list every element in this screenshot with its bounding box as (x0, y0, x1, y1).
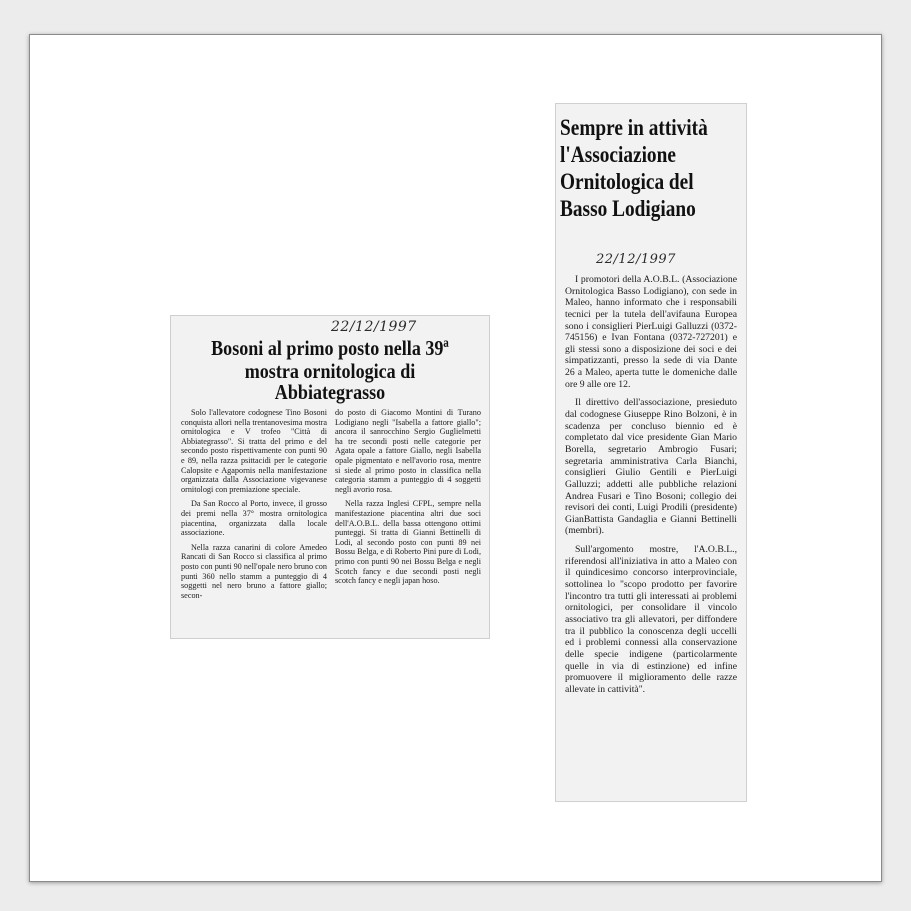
article-paragraph: I promotori della A.O.B.L. (Associazione Ornitologica Basso Lodigiano), con sede in Maleo, hanno informato che i responsabili tecnici per la tutela dell'avifauna Europea sono i consiglieri PierLuigi Galluzzi (0372-745156) e Ivan Fontana (0372-727201) e gli stessi sono a disposizione dei soci e dei simpatizzanti, presso la sede di via Dante 26 a Maleo, aperta tutte le domeniche dalle ore 9 alle ore 12. (565, 274, 737, 390)
article-paragraph: Da San Rocco al Porto, invece, il grosso dei premi nella 37° mostra ornitologica piacentina, organizzata dalla locale associazione. (181, 499, 327, 538)
headline-line: Ornitologica del (560, 169, 694, 195)
headline-line: Basso Lodigiano (560, 196, 696, 222)
headline-line: l'Associazione (560, 142, 676, 168)
clipping-headline (560, 114, 745, 223)
article-paragraph: Il direttivo dell'associazione, presieduto dal codognese Giuseppe Rino Bolzoni, è in scadenza per concluso biennio ed è completato dal vice presidente Gian Mario Borella, segretario Ambrogio Fusari; segretaria amministrativa Carla Bianchi, consiglieri Giulio Gentili e PierLuigi Galluzzi; addetti alle pubbliche relazioni Andrea Fusari e Tino Bosoni; collegio dei revisori dei conti, Luigi Prodili (presidente) GianBattista Gandaglia e Gianni Bettinelli (membri). (565, 397, 737, 537)
newspaper-clipping-bosoni (170, 315, 490, 639)
article-paragraph: Solo l'allevatore codognese Tino Bosoni conquista allori nella trentanovesima mostra ornitologica e V trofeo "Città di Abbiategrasso". Si tratta del primo e del secondo posto rispettivamente con punti 90 e 89, nella razza psittacidi per le categorie Calopsite e Agapornis nella manifestazione organizzata dalla Associazione vigevanese ornitologi con premiazione speciale. (181, 408, 327, 494)
scanned-page (29, 34, 882, 882)
article-paragraph: Nella razza canarini di colore Amedeo Rancati di San Rocco si classifica al primo posto con punti 90 nell'opale nero bruno con punti 360 nello stamm a punteggio di 4 soggetti nel nero bruno a fattore giallo; secon- (181, 542, 327, 600)
handwritten-date: 22/12/1997 (596, 252, 676, 267)
handwritten-date: 22/12/1997 (331, 319, 417, 335)
article-paragraph: Sull'argomento mostre, l'A.O.B.L., riferendosi all'iniziativa in atto a Maleo con il quindicesimo concorso interprovinciale, sottolinea lo "scopo prodotto per favorire l'incontro tra tutti gli interessati ai problemi ornitologici, per consolidare il vincolo associativo tra gli allevatori, per diffondere tra il pubblico la conoscenza degli uccelli ed i problemi connessi alla conservazione delle specie indigene (particolarmente quelle in via di estinzione) ed infine promuovere il miglioramento delle razze allevate in cattività". (565, 544, 737, 695)
clipping-headline (193, 338, 466, 405)
headline-line: mostra ornitologica di Abbiategrasso (244, 359, 416, 404)
article-column-2 (335, 408, 481, 605)
headline-line: Sempre in attività (560, 115, 708, 140)
article-column-1 (181, 408, 327, 605)
article-columns (181, 408, 481, 605)
newspaper-clipping-aobl (555, 103, 747, 802)
article-paragraph: Nella razza Inglesi CFPL, sempre nella manifestazione piacentina altri due soci dell'A.O.B.L. della bassa ottengono ottimi punteggi. Si tratta di Gianni Bettinelli di Lodi, al secondo posto con punti 89 nei Bossu Belga, e di Roberto Pini pure di Lodi, primo con punti 90 nei Bossu Belga e negli Scotch fancy e due secondi posti negli scotch fancy e negli japan hoso. (335, 499, 481, 586)
headline-line: Bosoni al primo posto nella 39ª (211, 336, 449, 360)
article-paragraph: do posto di Giacomo Montini di Turano Lodigiano negli "Isabella a fattore giallo"; ancora il sanrocchino Sergio Guglielmetti ha tre secondi posti nelle categorie per Agata opale a fattore Giallo, negli Isabella opale pigmentato e nell'avorio rosa, mentre si siede al primo posto in classifica nella categoria stamm a punteggio di 4 soggetti negli avorio rosa. (335, 408, 481, 494)
article-body (565, 274, 737, 702)
